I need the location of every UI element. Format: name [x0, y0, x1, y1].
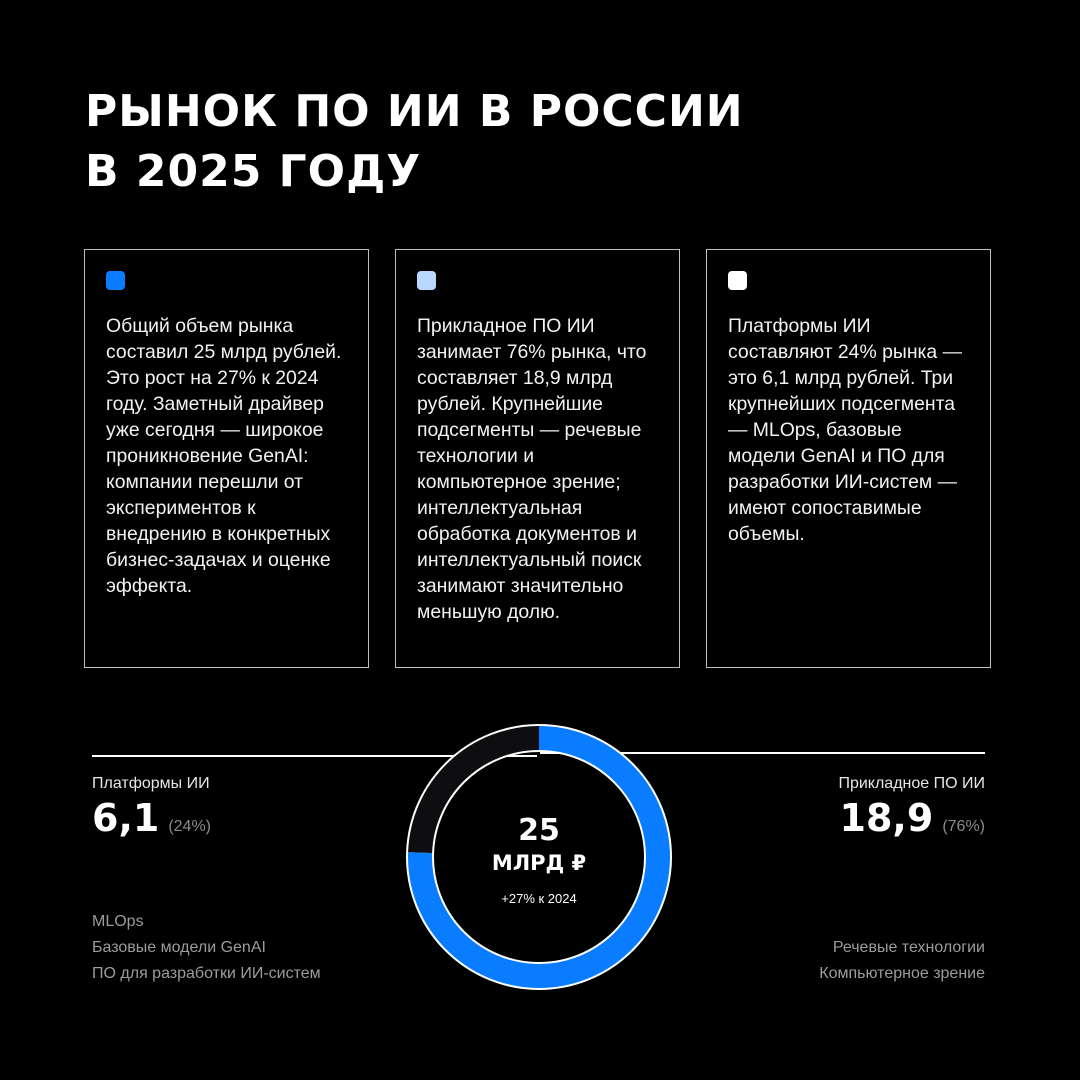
blue-square-icon — [106, 271, 125, 290]
card-text: Платформы ИИ составляют 24% рынка — это 6,1 млрд рублей. Три крупнейших подсегмента — MLOps, базовые модели GenAI и ПО для разработки ИИ-систем — имеют сопоставимые объемы. — [728, 315, 962, 545]
title-line-1: РЫНОК ПО ИИ В РОССИИ — [85, 86, 744, 137]
card-applied-software — [395, 249, 680, 668]
subsegment-item: ПО для разработки ИИ-систем — [92, 965, 321, 982]
subsegment-item: Речевые технологии — [832, 939, 985, 956]
card-text: Общий объем рынка составил 25 млрд рублей. Это рост на 27% к 2024 году. Заметный драйвер уже сегодня — широкое проникновение GenAI: компании перешли от экспериментов к внедрению в конкретных бизнес-задачах и оценке эффекта. — [106, 315, 342, 597]
subsegments-applied — [819, 935, 985, 987]
title-line-2: В 2025 ГОДУ — [85, 146, 422, 197]
card-platforms — [706, 249, 991, 668]
light-blue-square-icon — [417, 271, 436, 290]
center-value: 25 — [518, 813, 560, 848]
white-square-icon — [728, 271, 747, 290]
value-percent: (76%) — [942, 818, 985, 835]
value-number: 18,9 — [839, 796, 934, 840]
subsegment-item: Компьютерное зрение — [819, 965, 985, 982]
center-note: +27% к 2024 — [501, 891, 577, 906]
value-platforms — [92, 796, 211, 840]
value-applied — [840, 796, 985, 840]
card-total-market — [84, 249, 369, 668]
card-text: Прикладное ПО ИИ занимает 76% рынка, что составляет 18,9 млрд рублей. Крупнейшие подсегменты — речевые технологии и компьютерное зрение; интеллектуальная обработка документов и интеллектуальный поиск занимают значительно меньшую долю. — [417, 315, 647, 623]
subsegment-item: MLOps — [92, 913, 144, 930]
subsegment-item: Базовые модели GenAI — [92, 939, 266, 956]
legend-label-platforms: Платформы ИИ — [92, 775, 210, 792]
value-number: 6,1 — [92, 796, 160, 840]
donut-chart — [406, 724, 672, 990]
center-unit: МЛРД ₽ — [491, 851, 587, 875]
subsegments-platforms — [92, 909, 321, 987]
page-title — [85, 82, 744, 202]
legend-label-applied: Прикладное ПО ИИ — [838, 775, 985, 792]
value-percent: (24%) — [168, 818, 212, 835]
